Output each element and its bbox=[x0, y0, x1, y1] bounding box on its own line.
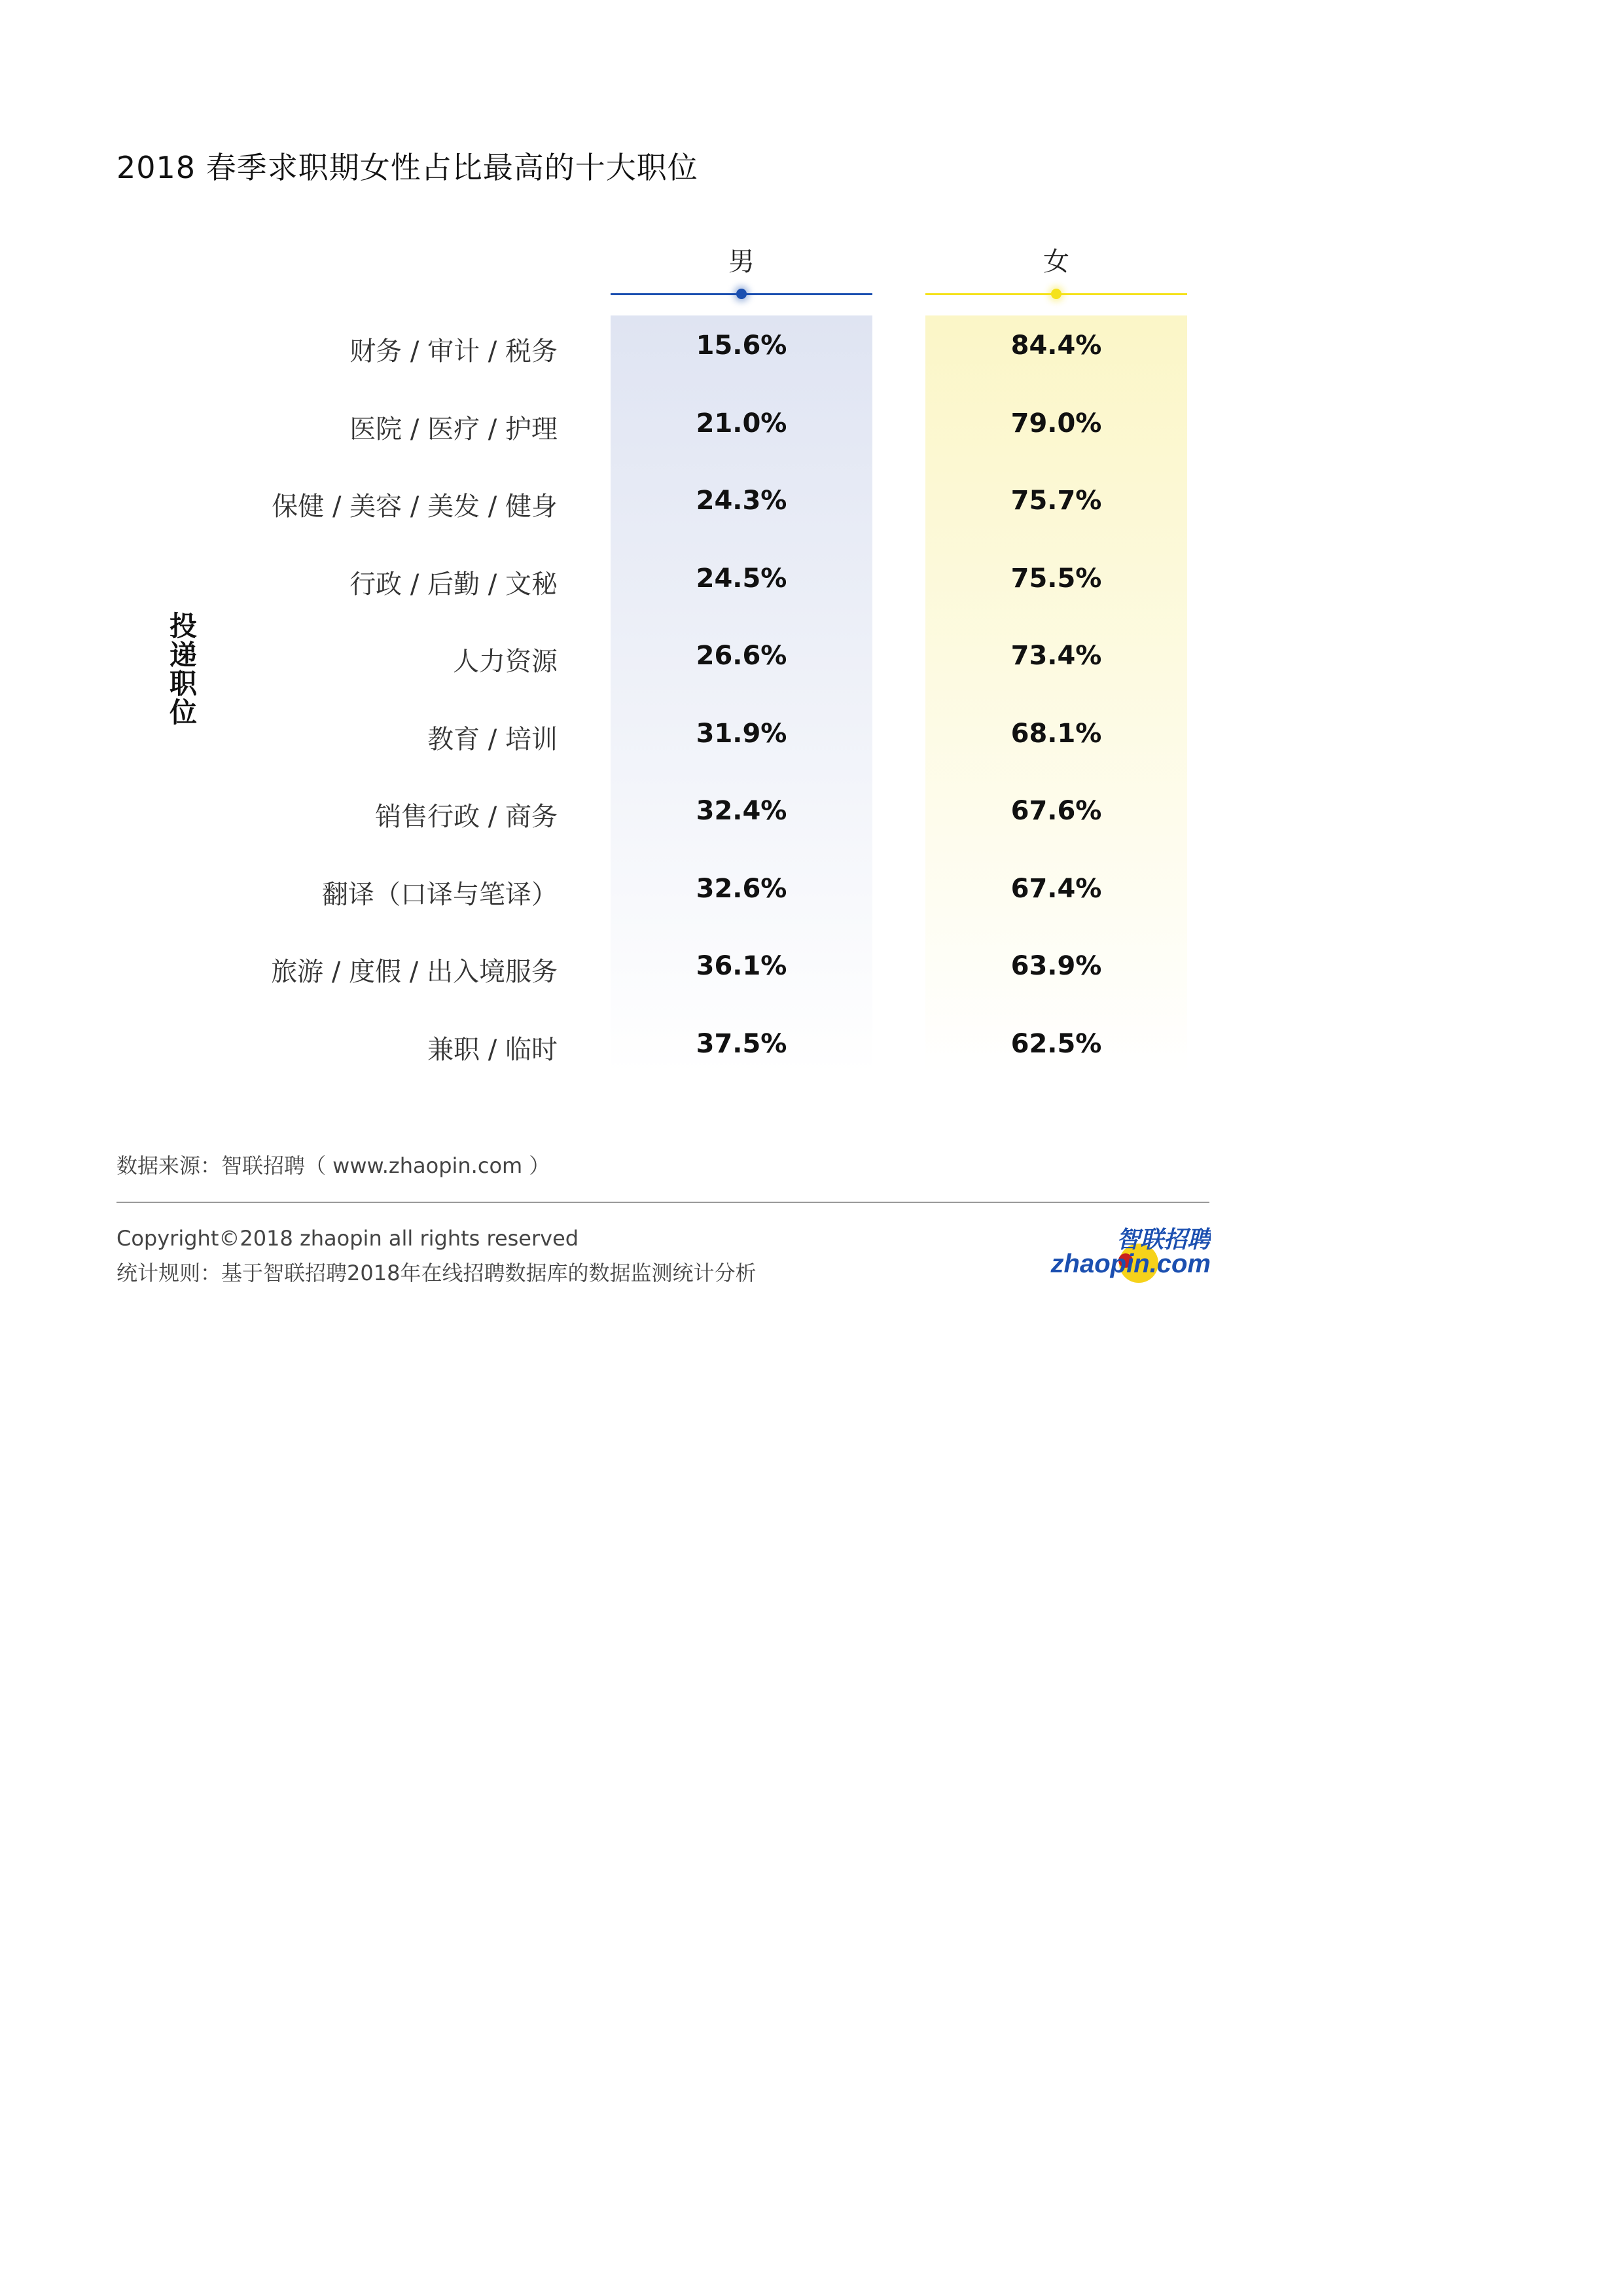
zhaopin-logo bbox=[1047, 1224, 1211, 1289]
row-label: 兼职 / 临时 bbox=[427, 1034, 558, 1065]
row-label: 保健 / 美容 / 美发 / 健身 bbox=[272, 492, 558, 522]
value-cell-female: 67.6% bbox=[1010, 796, 1102, 826]
value-cell-male: 26.6% bbox=[696, 641, 787, 671]
logo-chinese: 智联招聘 bbox=[1116, 1226, 1211, 1253]
row-label: 行政 / 后勤 / 文秘 bbox=[349, 569, 558, 600]
value-cell-male: 15.6% bbox=[696, 331, 787, 361]
row-label: 旅游 / 度假 / 出入境服务 bbox=[271, 957, 558, 987]
column-marker-female bbox=[1051, 289, 1061, 299]
value-cell-female: 73.4% bbox=[1010, 641, 1102, 671]
row-label: 销售行政 / 商务 bbox=[375, 802, 558, 832]
value-cell-female: 84.4% bbox=[1010, 331, 1102, 361]
value-cell-male: 36.1% bbox=[696, 951, 787, 981]
chart-title: 2018 春季求职期女性占比最高的十大职位 bbox=[116, 150, 698, 185]
logo-wordmark: zhaopin.com bbox=[1050, 1249, 1211, 1278]
value-cell-female: 63.9% bbox=[1010, 951, 1102, 981]
value-cell-female: 75.5% bbox=[1010, 563, 1102, 594]
copyright-text: Copyright©2018 zhaopin all rights reserved bbox=[116, 1226, 579, 1251]
value-cell-female: 67.4% bbox=[1010, 873, 1102, 904]
value-cell-male: 37.5% bbox=[696, 1028, 787, 1059]
value-cell-female: 62.5% bbox=[1010, 1028, 1102, 1059]
column-marker-male bbox=[736, 289, 747, 299]
row-axis-label: 投递职位 bbox=[169, 610, 197, 728]
value-cell-male: 31.9% bbox=[696, 718, 787, 749]
row-label: 教育 / 培训 bbox=[427, 724, 558, 755]
value-cell-male: 24.3% bbox=[696, 486, 787, 516]
row-label: 翻译（口译与笔译） bbox=[322, 879, 558, 910]
value-cell-male: 24.5% bbox=[696, 563, 787, 594]
statistics-rules: 统计规则：基于智联招聘2018年在线招聘数据库的数据监测统计分析 bbox=[116, 1261, 757, 1285]
row-label: 人力资源 bbox=[453, 647, 558, 677]
row-label: 医院 / 医疗 / 护理 bbox=[349, 414, 558, 444]
value-cell-female: 75.7% bbox=[1010, 486, 1102, 516]
value-cell-female: 79.0% bbox=[1010, 408, 1102, 439]
column-header-female: 女 bbox=[1043, 247, 1069, 277]
value-cell-male: 21.0% bbox=[696, 408, 787, 439]
value-cell-male: 32.6% bbox=[696, 873, 787, 904]
value-cell-female: 68.1% bbox=[1010, 718, 1102, 749]
column-header-male: 男 bbox=[728, 247, 755, 277]
value-cell-male: 32.4% bbox=[696, 796, 787, 826]
footer-divider bbox=[116, 1202, 1209, 1203]
data-source: 数据来源：智联招聘（ www.zhaopin.com ） bbox=[116, 1153, 550, 1178]
row-label: 财务 / 审计 / 税务 bbox=[349, 336, 558, 367]
